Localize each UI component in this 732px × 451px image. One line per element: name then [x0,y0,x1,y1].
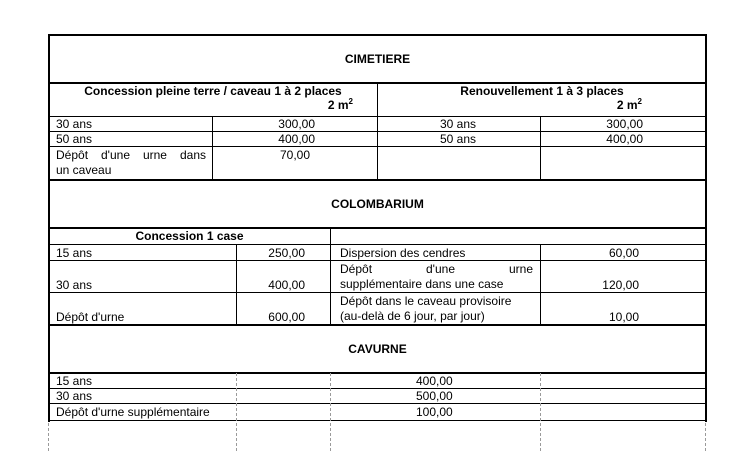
cell-right-label: 50 ans [440,132,477,146]
rule [49,403,706,404]
rule [330,228,331,325]
left-column-header: Concession pleine terre / caveau 1 à 2 places [84,84,342,98]
cell-dispersion-price: 60,00 [608,246,639,260]
cell-left-price: 400,00 [268,278,305,292]
dashed-rule [48,423,49,451]
right-column-header: Renouvellement 1 à 3 places [460,84,624,98]
cell-provisoire-price: 10,00 [608,310,639,324]
rule [49,388,706,389]
sub-header-concession: Concession 1 case [135,229,244,243]
dashed-rule [705,423,706,451]
dashed-rule [236,423,237,451]
rule [49,420,706,421]
cell-urne-label: Dépôt d'une urne dans [56,148,206,162]
cell-left-price: 600,00 [268,310,305,324]
cell-urne-price: 70,00 [279,148,310,162]
cell-cavurne-price: 100,00 [416,405,453,419]
dashed-rule [540,423,541,451]
dashed-rule [540,373,541,421]
cell-left-label: Dépôt d'urne [56,310,125,324]
cell-cavurne-price: 500,00 [416,389,453,403]
cell-left-price: 300,00 [278,117,315,131]
section-title-cavurne: CAVURNE [348,342,407,356]
cell-left-label: 50 ans [56,132,93,146]
right-area: 2 $m^2$ [616,97,642,112]
cell-right-price: 400,00 [606,132,643,146]
cell-cavurne-label: Dépôt d'urne supplémentaire [56,405,210,419]
rule [48,324,707,326]
cell-cavurne-label: 30 ans [56,389,93,403]
cell-cavurne-price: 400,00 [416,374,453,388]
cell-cavurne-label: 15 ans [56,374,93,388]
table-border-top [48,34,707,36]
left-area: 2 $m^2$ [327,97,353,112]
cell-left-price: 400,00 [278,132,315,146]
cell-left-label: 30 ans [56,117,93,131]
section-title-colombarium: COLOMBARIUM [331,197,424,211]
cell-supp-label: Dépôt d'une urne [340,262,533,276]
rule [49,244,706,245]
cell-right-price: 300,00 [606,117,643,131]
cell-left-label: 15 ans [56,246,93,260]
rule [48,372,707,374]
cell-right-label: 30 ans [440,117,477,131]
dashed-rule [236,373,237,421]
cell-provisoire-label: (au-delà de 6 jour, par jour) [340,309,485,323]
section-title-cimetiere: CIMETIERE [344,52,411,66]
rule [49,292,706,293]
dashed-rule [330,423,331,451]
cell-supp-label: supplémentaire dans une case [340,277,504,291]
cell-urne-label: un caveau [56,163,112,177]
cell-dispersion-label: Dispersion des cendres [340,246,466,260]
cell-provisoire-label: Dépôt dans le caveau provisoire [340,294,512,308]
dashed-rule [330,373,331,421]
cell-supp-price: 120,00 [602,278,639,292]
cell-left-price: 250,00 [268,246,305,260]
cell-left-label: 30 ans [56,278,93,292]
rule [49,260,706,261]
